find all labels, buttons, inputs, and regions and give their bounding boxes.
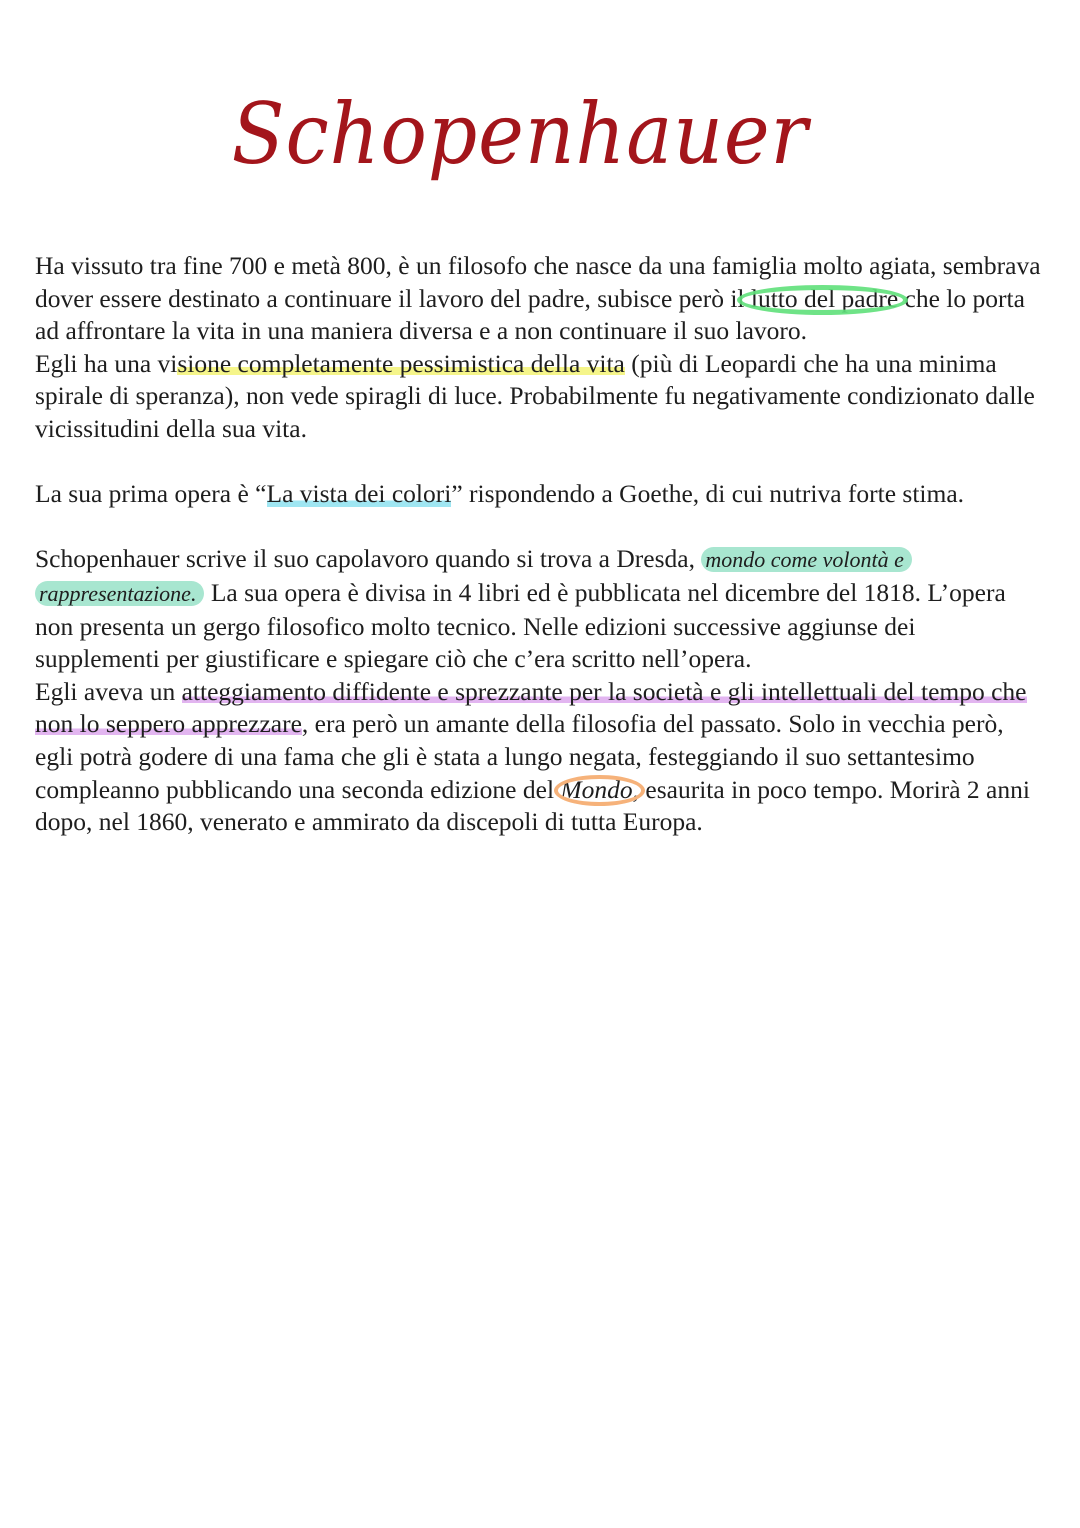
paragraph-masterpiece — [35, 543, 1045, 675]
text-segment: La sua opera è divisa in 4 libri ed è pubblicata nel dicembre del 1818. L’opera non presenta un gergo filosofico molto tecnico. Nelle edizioni successive aggiunse dei supplementi per giustificare e spiegare ciò che c’era scritto nell’opera. — [35, 577, 1006, 674]
paragraph-first-work — [35, 478, 1045, 511]
circled-text-lutto: lutto del padre — [750, 283, 899, 313]
body-text — [35, 250, 1045, 839]
circled-text-mondo: Mondo, — [560, 774, 640, 804]
highlight-masterpiece-title: mondo come volontà e — [701, 547, 912, 572]
paragraph-pessimism — [35, 348, 1045, 446]
text-segment: Egli ha una vi — [35, 348, 178, 378]
paragraph-gap — [35, 511, 1045, 544]
text-segment: ” rispondendo a Goethe, di cui nutriva forte stima. — [451, 479, 965, 509]
paragraph-biography — [35, 250, 1045, 348]
text-segment: esaurita in poco tempo. Morirà 2 anni dopo, nel 1860, venerato e ammirato da discepoli di tutta Europa. — [35, 774, 1030, 837]
text-segment: che lo porta ad affrontare la vita in una maniera diversa e a non continuare il suo lavoro. — [35, 283, 1025, 346]
highlight-pessimism: sione completamente pessimistica della vita — [177, 348, 625, 378]
text-segment: , era però un amante della filosofia del passato. Solo in vecchia però, egli potrà godere di una fama che gli è stata a lungo negata, festeggiando il suo settantesimo compleanno pubblicando una seconda edizione del — [35, 709, 1004, 804]
text-segment: Schopenhauer scrive il suo capolavoro quando si trova a Dresda, — [35, 544, 702, 574]
paragraph-attitude — [35, 676, 1045, 839]
text-segment: (più di Leopardi che ha una minima spirale di speranza), non vede spiragli di luce. Probabilmente fu negativamente condizionato dalle vicissitudini della sua vita. — [35, 348, 1035, 443]
highlight-first-work: La vista dei colori — [266, 479, 452, 509]
text-segment: Ha vissuto tra fine 700 e metà 800, è un filosofo che nasce da una famiglia molto agiata, sembrava dover essere destinato a continuare il lavoro del padre, subisce però il — [35, 251, 1041, 313]
highlight-attitude: atteggiamento diffidente e sprezzante per la società e gli intellettuali del tempo che non lo seppero apprezzare — [35, 676, 1027, 739]
highlight-masterpiece-title-cont: rappresentazione. — [35, 581, 204, 606]
page-title: Schopenhauer — [231, 85, 809, 183]
text-segment: Egli aveva un — [35, 676, 182, 706]
text-segment: La sua prima opera è “ — [35, 479, 267, 509]
paragraph-gap — [35, 446, 1045, 479]
